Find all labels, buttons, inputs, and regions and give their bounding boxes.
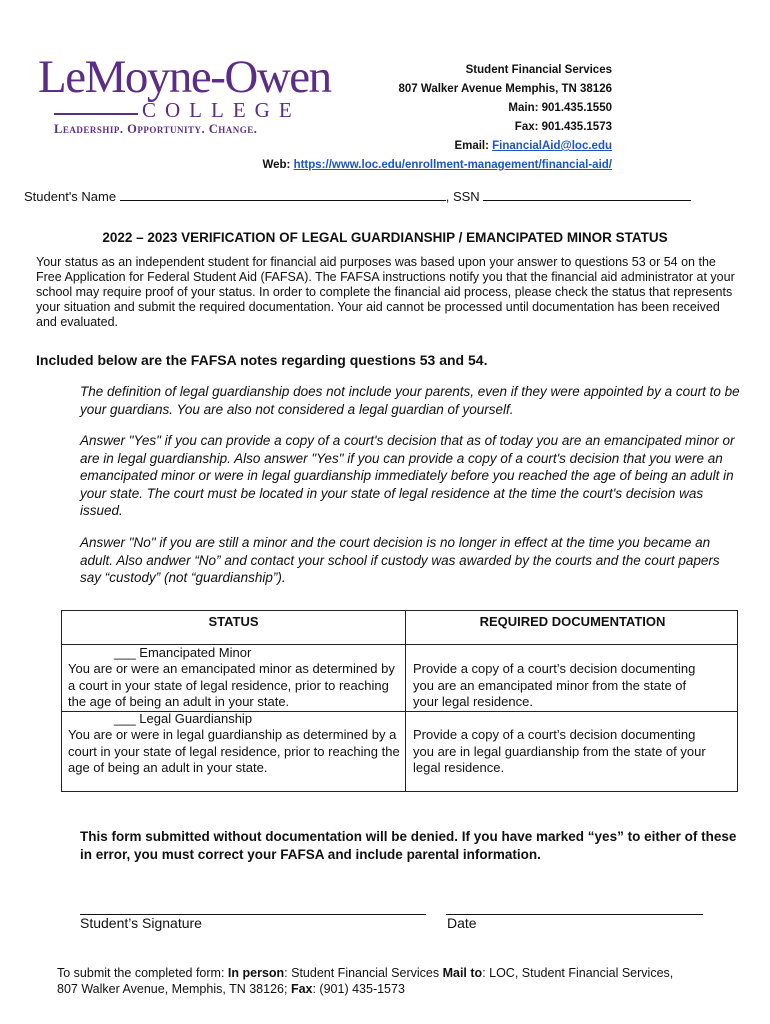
student-name-label: Student's Name — [24, 189, 117, 204]
contact-email-row — [262, 137, 612, 156]
warning-text: This form submitted without documentation will be denied. If you have marked “yes” to either of these in error, you must correct your FAFSA and include parental information. — [80, 829, 737, 862]
doc-emancipated-minor: Provide a copy of a court’s decision documenting you are an emancipated minor from the state of your legal residence. — [413, 661, 696, 709]
date-label: Date — [447, 915, 477, 931]
in-person-text: : Student Financial Services — [284, 966, 443, 980]
intro-paragraph: Your status as an independent student for financial aid purposes was based upon your answer to questions 53 or 54 on the Free Application for Federal Student Aid (FAFSA). The FAFSA instructions notify you that the financial aid administrator at your school may require proof of your status. In order to complete the financial aid process, please check the status that represents your situation and submit the required documentation. Your aid cannot be processed until documentation has been received and evaluated. — [36, 255, 735, 329]
contact-address: 807 Walker Avenue Memphis, TN 38126 — [398, 83, 612, 95]
in-person-label: In person — [227, 966, 285, 980]
note-answer-yes: Answer "Yes" if you can provide a copy of a court's decision that as of today you are an emancipated minor or are in legal guardianship. Also answer "Yes" if you can provide a copy of a court's decision that you were an emancipated minor or were in legal guardianship immediately before you reached the age of being an adult in your state. The court must be located in your state of legal residence at the time the court's decision was issued. — [80, 433, 735, 518]
college-logo-name: LeMoyne-Owen — [38, 51, 331, 103]
fax-label: Fax — [290, 982, 313, 996]
option-emancipated-minor[interactable]: ___ Emancipated Minor — [114, 645, 252, 660]
note-guardianship-definition: The definition of legal guardianship does not include your parents, even if they were appointed by a court to be your guardians. You are also not considered a legal guardian of yourself. — [80, 384, 740, 417]
notes-heading: Included below are the FAFSA notes regarding questions 53 and 54. — [36, 352, 488, 368]
email-label: Email: — [454, 140, 493, 152]
date-field[interactable] — [446, 914, 703, 915]
status-emancipated-minor: You are or were an emancipated minor as determined by a court in your state of legal residence, prior to reaching the age of being an adult in your state. — [68, 661, 395, 709]
contact-fax: Fax: 901.435.1573 — [514, 121, 612, 133]
student-name-field[interactable] — [120, 188, 446, 201]
web-link[interactable]: https://www.loc.edu/enrollment-management/financial-aid/ — [293, 159, 612, 171]
status-header: STATUS — [208, 614, 259, 629]
table-divider-vertical — [405, 611, 406, 791]
fax-text: : (901) 435-1573 — [312, 982, 405, 996]
logo-rule — [54, 113, 138, 115]
documentation-header: REQUIRED DOCUMENTATION — [479, 614, 666, 629]
student-signature-label: Student’s Signature — [80, 915, 202, 931]
college-logo-college: COLLEGE — [142, 98, 301, 122]
web-label: Web: — [262, 159, 294, 171]
option-legal-guardianship[interactable]: ___ Legal Guardianship — [114, 711, 253, 726]
doc-legal-guardianship: Provide a copy of a court’s decision documenting you are in legal guardianship from the state of your legal residence. — [413, 727, 706, 775]
contact-main-phone: Main: 901.435.1550 — [508, 102, 612, 114]
ssn-field[interactable] — [483, 188, 691, 201]
status-table — [61, 610, 738, 792]
form-title: 2022 – 2023 VERIFICATION OF LEGAL GUARDIANSHIP / EMANCIPATED MINOR STATUS — [102, 230, 668, 245]
submit-instructions — [57, 965, 697, 997]
mail-text: : LOC, Student Financial Services, 807 Walker Avenue, Memphis, TN 38126; — [57, 966, 674, 996]
contact-block — [262, 61, 612, 175]
ssn-label: , SSN — [445, 189, 480, 204]
contact-web-row — [262, 156, 612, 175]
submit-intro: To submit the completed form: — [57, 966, 228, 980]
email-link[interactable]: FinancialAid@loc.edu — [492, 140, 612, 152]
mail-label: Mail to — [442, 966, 483, 980]
college-tagline: Leadership. Opportunity. Change. — [54, 122, 258, 136]
student-info-line — [24, 188, 691, 204]
note-answer-no: Answer "No" if you are still a minor and the court decision is no longer in effect at the time you became an adult. Also andwer “No” and contact your school if custody was awarded by the courts and the court papers say “custody” (not “guardianship”). — [80, 535, 720, 585]
contact-office: Student Financial Services — [465, 64, 612, 76]
status-legal-guardianship: You are or were in legal guardianship as determined by a court in your state of legal residence, prior to reaching the age of being an adult in your state. — [68, 727, 400, 775]
